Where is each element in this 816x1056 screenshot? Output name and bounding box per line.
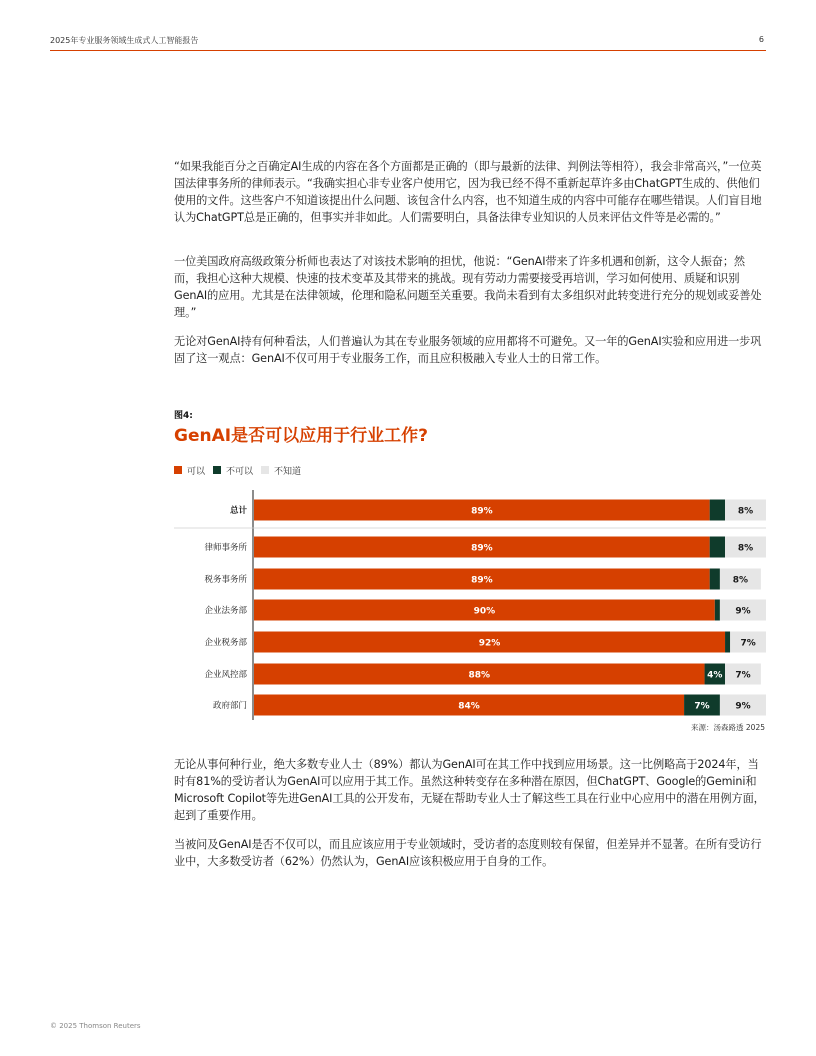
bar-value-label: 9% — [735, 606, 751, 617]
category-label: 律师事务所 — [204, 543, 247, 553]
bar-value-label: 89% — [471, 543, 493, 554]
legend-item-yes — [174, 464, 205, 477]
page-header — [50, 35, 766, 51]
figure-source: 来源：汤森路透 2025 — [691, 723, 765, 732]
bar-value-label: 88% — [468, 670, 491, 681]
bar-value-label: 90% — [473, 606, 496, 617]
legend-swatch-yes — [174, 466, 182, 474]
category-label: 企业风控部 — [204, 670, 247, 680]
stacked-bar-chart — [170, 486, 770, 736]
bar-segment-no — [710, 569, 720, 590]
bar-value-label: 4% — [707, 670, 723, 681]
bar-value-label: 7% — [740, 638, 756, 649]
quote-paragraph-uk-lawyer: “如果我能百分之百确定AI生成的内容在各个方面都是正确的（即与最新的法律、判例法等相符），我会非常高兴，”一位英国法律事务所的律师表示。“我确实担心非专业客户使用它，因为我已经不得不重新起草许多由ChatGPT生成的、供他们使用的文件。这些客户不知道该提出什么问题、该包含什么内容，也不知道生成的内容中可能存在哪些错误。人们盲目地认为ChatGPT总是正确的，但事实并非如此。人们需要明白，具备法律专业知识的人员来评估文件等是必需的。” — [174, 160, 762, 224]
bar-value-label: 89% — [471, 575, 493, 586]
page-number: 6 — [758, 35, 764, 44]
header-divider — [50, 50, 766, 51]
footer-copyright: © 2025 Thomson Reuters — [50, 1022, 141, 1030]
conclusion-paragraph: 当被问及GenAI是否不仅可以，而且应该应用于专业领域时，受访者的态度则较有保留，但差异并不显著。在所有受访行业中，大多数受访者（62%）仍然认为，GenAI应该积极应用于自身的工作。 — [174, 838, 762, 868]
legend-swatch-no — [213, 466, 221, 474]
quote-paragraph-us-analyst: 一位美国政府高级政策分析师也表达了对该技术影响的担忧，他说：“GenAI带来了许多机遇和创新，这令人振奋；然而，我担心这种大规模、快速的技术变革及其带来的挑战。现有劳动力需要接受再培训，学习如何使用、质疑和识别GenAI的应用。尤其是在法律领域，伦理和隐私问题至关重要。我尚未看到有太多组织对此转变进行充分的规划或妥善处理。” — [174, 255, 762, 319]
legend-label-no: 不可以 — [226, 466, 254, 477]
bar-value-label: 9% — [735, 701, 751, 712]
chart-legend — [174, 464, 309, 476]
report-title: 2025年专业服务领域生成式人工智能报告 — [50, 36, 199, 45]
bar-value-label: 8% — [737, 543, 754, 554]
bar-value-label: 7% — [694, 701, 710, 712]
bar-value-label: 84% — [458, 701, 480, 712]
legend-item-no — [213, 464, 253, 477]
legend-label-unknown: 不知道 — [274, 466, 302, 477]
bar-segment-no — [715, 600, 720, 621]
category-label: 企业税务部 — [204, 638, 247, 648]
bar-value-label: 8% — [737, 506, 754, 517]
category-label: 总计 — [229, 506, 247, 516]
legend-label-yes: 可以 — [187, 466, 206, 477]
bar-value-label: 7% — [735, 670, 751, 681]
bar-value-label: 92% — [478, 638, 501, 649]
bar-segment-no — [725, 632, 730, 653]
category-label: 企业法务部 — [204, 606, 247, 616]
bar-segment-no — [710, 500, 725, 521]
category-label: 政府部门 — [212, 701, 247, 711]
figure-label: 图4: — [174, 411, 193, 421]
bar-value-label: 89% — [471, 506, 493, 517]
summary-paragraph: 无论对GenAI持有何种看法，人们普遍认为其在专业服务领域的应用都将不可避免。又一年的GenAI实验和应用进一步巩固了这一观点：GenAI不仅可用于专业服务工作，而且应积极融入专业人士的日常工作。 — [174, 335, 762, 365]
legend-item-unknown — [261, 464, 301, 477]
bar-value-label: 8% — [732, 575, 749, 586]
legend-swatch-unknown — [261, 466, 269, 474]
category-label: 税务事务所 — [204, 575, 247, 585]
figure-title: GenAI是否可以应用于行业工作? — [174, 426, 428, 446]
bar-segment-no — [710, 537, 725, 558]
analysis-paragraph: 无论从事何种行业，绝大多数专业人士（89%）都认为GenAI可在其工作中找到应用场景。这一比例略高于2024年，当时有81%的受访者认为GenAI可以应用于其工作。虽然这种转变存在多种潜在原因，但ChatGPT、Google的Gemini和Microsoft Copilot等先进GenAI工具的公开发布，无疑在帮助专业人士了解这些工具在行业中心应用中的潜在用例方面，起到了重要作用。 — [174, 758, 765, 822]
